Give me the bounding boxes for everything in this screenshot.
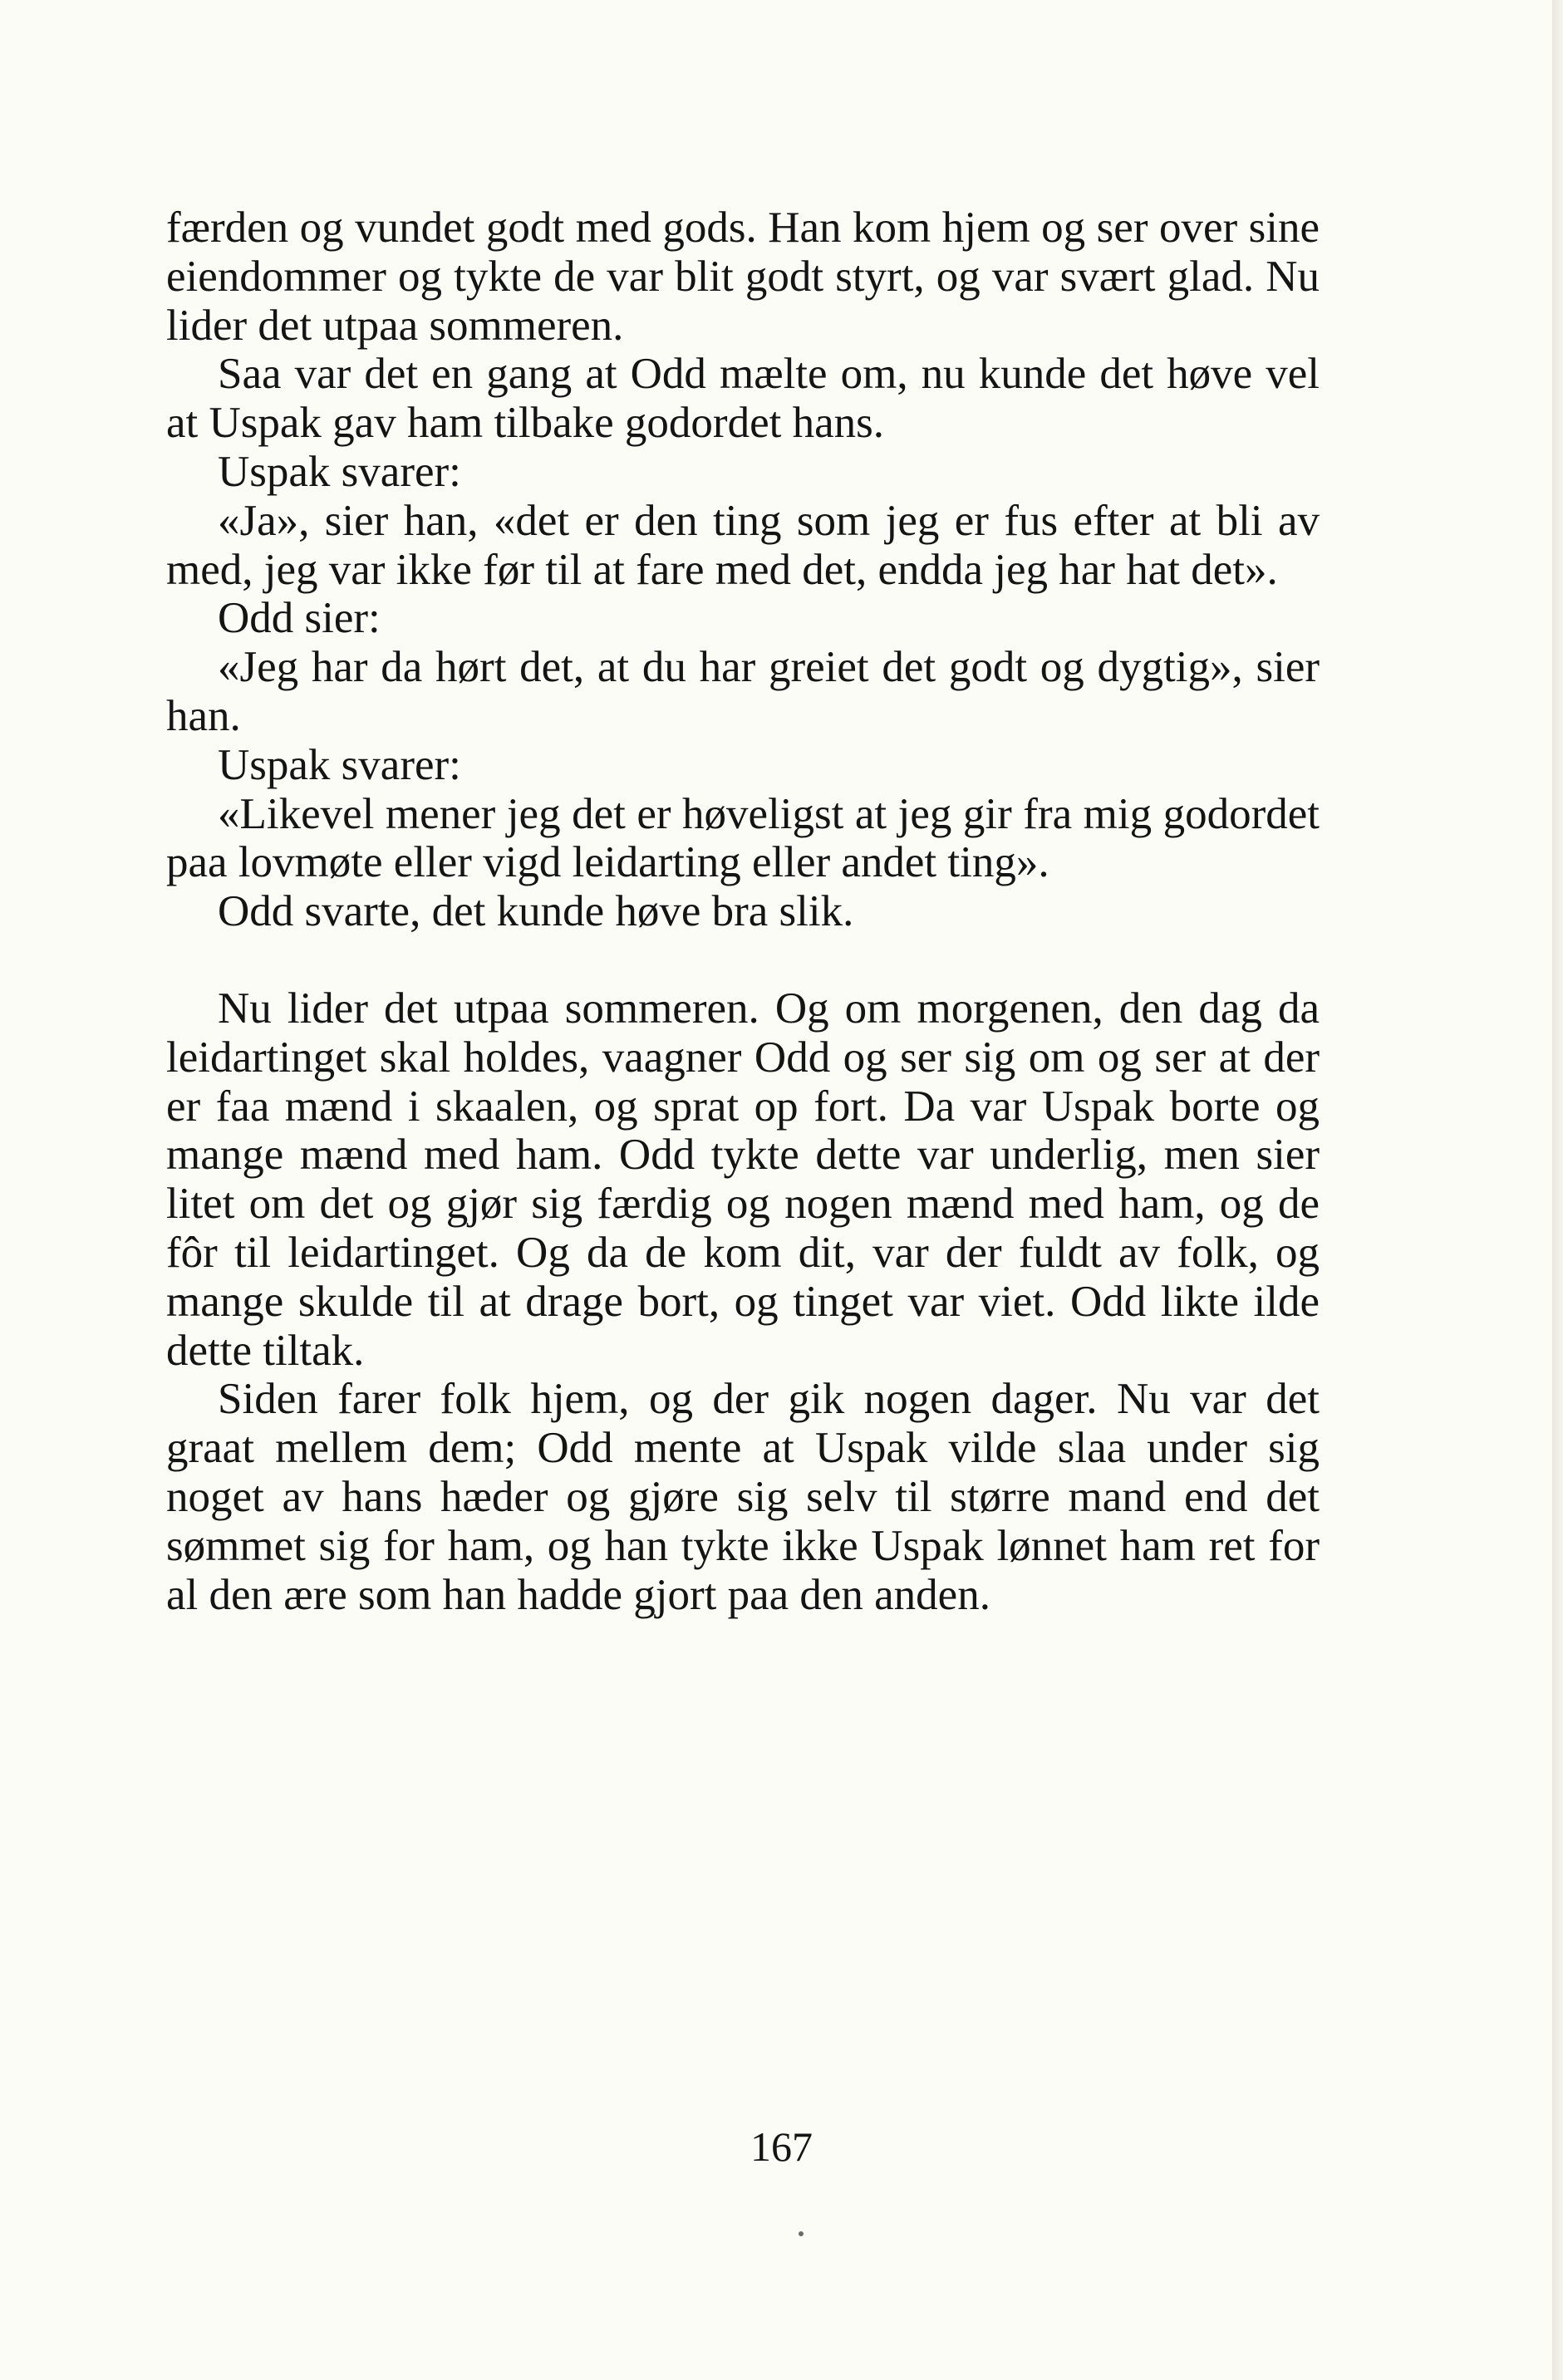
paragraph: Odd svarte, det kunde høve bra slik.: [218, 887, 854, 936]
print-speck: [799, 2231, 804, 2236]
paragraph: «Likevel mener jeg det er høveligst at jeg gir fra mig godordet paa lovmøte eller vigd leidarting eller andet ting».: [166, 789, 1320, 887]
scan-edge: [1552, 0, 1563, 2380]
paragraph: Saa var det en gang at Odd mælte om, nu kunde det høve vel at Uspak gav ham tilbake godordet hans.: [166, 350, 1320, 448]
paragraph: Odd sier:: [218, 594, 381, 643]
paragraph: Uspak svarer:: [218, 447, 461, 496]
body-text: [166, 204, 1320, 1619]
paragraph: Uspak svarer:: [218, 740, 461, 789]
page-number: 167: [750, 2123, 813, 2170]
paragraph: Siden farer folk hjem, og der gik nogen dager. Nu var det graat mellem dem; Odd mente at Uspak vilde slaa under sig noget av hans hæder og gjøre sig selv til større mand end det sømmet sig for ham, og han tykte ikke Uspak lønnet ham ret for al den ære som han hadde gjort paa den anden.: [166, 1375, 1320, 1619]
paragraph: «Ja», sier han, «det er den ting som jeg er fus efter at bli av med, jeg var ikke før til at fare med det, endda jeg har hat det».: [166, 496, 1320, 594]
section-break: [166, 936, 1320, 984]
paragraph-continuation: færden og vundet godt med gods. Han kom hjem og ser over sine eiendommer og tykte de var blit godt styrt, og var svært glad. Nu lider det utpaa sommeren.: [166, 204, 1320, 350]
paragraph: «Jeg har da hørt det, at du har greiet det godt og dygtig», sier han.: [166, 643, 1320, 740]
paragraph: Nu lider det utpaa sommeren. Og om morgenen, den dag da leidartinget skal holdes, vaagner Odd og ser sig om og ser at der er faa mænd i skaalen, og sprat op fort. Da var Uspak borte og mange mænd med ham. Odd tykte dette var underlig, men sier litet om det og gjør sig færdig og nogen mænd med ham, og de fôr til leidartinget. Og da de kom dit, var der fuldt av folk, og mange skulde til at drage bort, og tinget var viet. Odd likte ilde dette tiltak.: [166, 984, 1320, 1375]
